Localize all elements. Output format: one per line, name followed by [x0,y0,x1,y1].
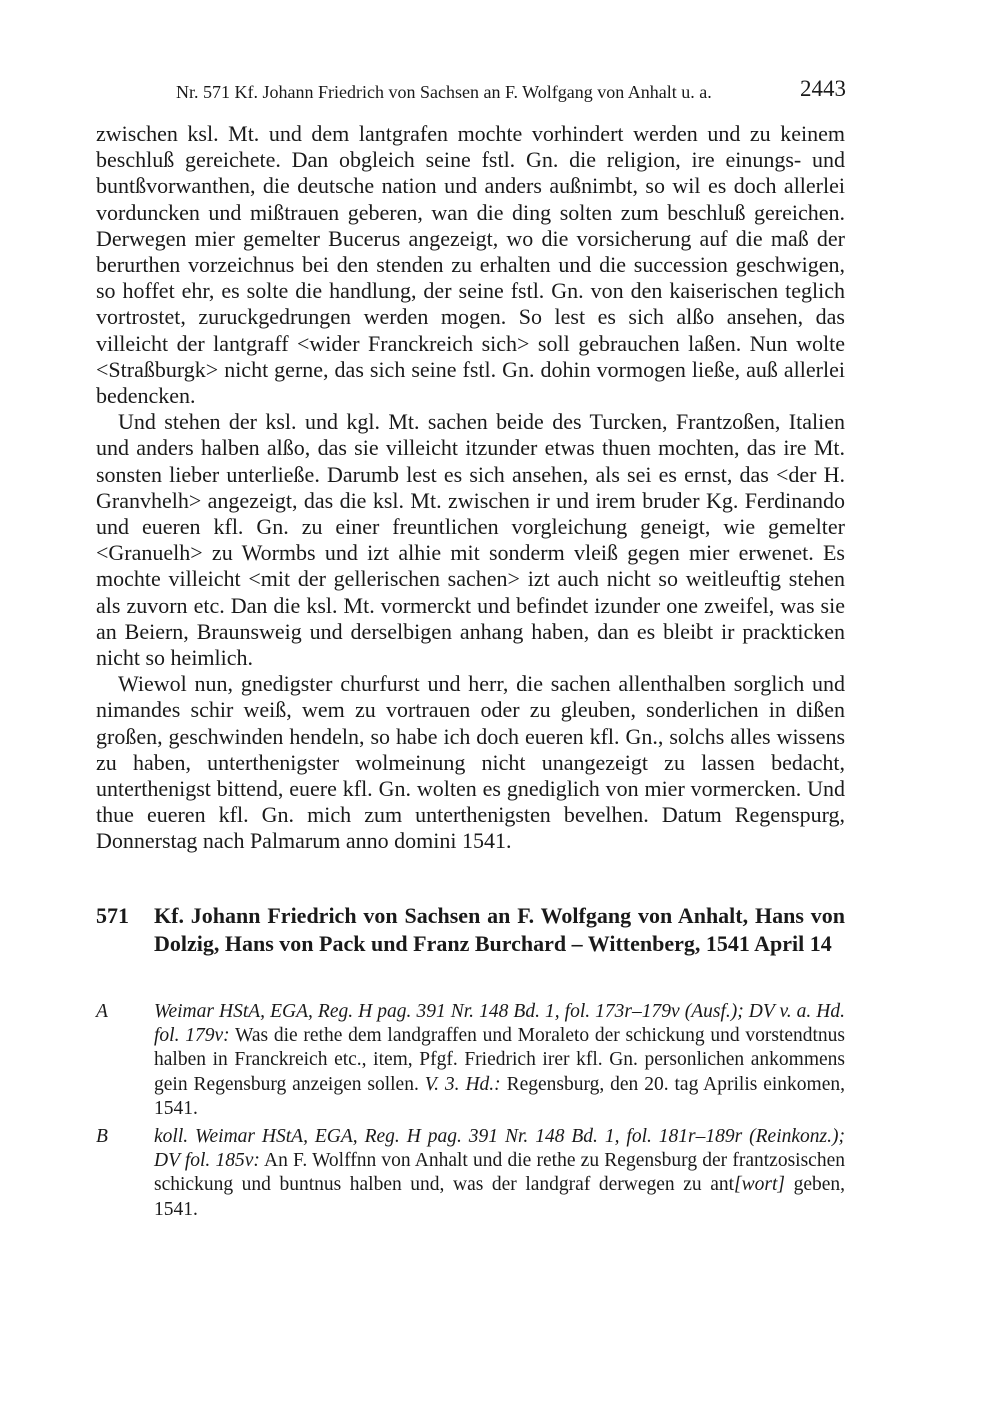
dorsal-note-end: geben, 1541. [154,1174,846,1220]
archive-reference: koll. Weimar HStA, EGA, Reg. H pag. 391 Nr. 148 Bd. 1, fol. 181r–189r (Reinkonz.); DV fol. 185v: [154,1126,845,1172]
running-title: Nr. 571 Kf. Johann Friedrich von Sachsen an F. Wolfgang von Anhalt u. a. [176,82,712,102]
source-entry-b [96,1125,845,1222]
dorsal-note: Was die rethe dem landgraffen und Moraleto der schickung und vorstendtnus halben in Franckreich etc., item, Pfgf. Friedrich irer kfl. Gn. personlichen ankommens gein Regensburg anzeigen sollen. [154,1025,845,1095]
source-siglum: A [96,1001,108,1022]
source-entry-a [96,1000,845,1121]
body-text [96,121,845,855]
document-number: 571 [96,903,129,928]
paragraph: Und stehen der ksl. und kgl. Mt. sachen beide des Turcken, Frantzoßen, Italien und anders halben alßo, das sie villeicht itzunder etwas thuen mochten, das ire Mt. sonsten lieber unterließe. Darumb lest es sich ansehen, als sei es ernst, das <der H. Granvhelh> angezeigt, das die ksl. Mt. zwischen ir und irem bruder Kg. Ferdinando und eueren kfl. Gn. zu einer freuntlichen vorgleichung geneigt, wie gemelter <Granuelh> zu Wormbs und izt alhie mit sonderm vleiß gegen mier erwenet. Es mochte villeicht <mit der gellerischen sachen> izt auch nicht so weitleuftig stehen als zuvorn etc. Dan die ksl. Mt. vormerckt und befindet izunder one zweifel, was sie an Beiern, Braunsweig und derselbigen anhang haben, dan es bleibt ir prackticken nicht so heimlich. [96,409,845,671]
document-title: Kf. Johann Friedrich von Sachsen an F. Wolfgang von Anhalt, Hans von Dolzig, Hans von Pack und Franz Burchard – Wittenberg, 1541 April 14 [154,903,845,956]
source-text [154,1000,845,1121]
source-siglum: B [96,1126,108,1147]
hand-note: V. 3. Hd.: [424,1073,501,1095]
archive-reference: Weimar HStA, EGA, Reg. H pag. 391 Nr. 148 Bd. 1, fol. 173r–179v (Ausf.); DV v. a. Hd. fol. 179v: [154,1001,845,1047]
paragraph: zwischen ksl. Mt. und dem lantgrafen mochte vorhindert werden und zu keinem beschluß gereichete. Dan obgleich seine fstl. Gn. die religion, ire einungs- und buntßvorwanthen, die deutsche nation und anders außnimbt, so wil es doch allerlei vorduncken und mißtrauen geberen, wan die ding solten zum beschluß gereichen. Derwegen mier gemelter Bucerus angezeigt, wo die vorsicherung auf die maß der berurthen vorzeichnus bei den stenden zu erhalten und die succession geschwigen, so hoffet ehr, es solte die handlung, der seine fstl. Gn. von den kaiserischen teglich vortrostet, zuruckgedrungen werden mogen. So lest es sich alßo ansehen, das villeicht der lantgraff <wider Franckreich sich> soll gebrauchen laßen. Nun wolte <Straßburgk> nicht gerne, das sich seine fstl. Gn. dohin vormogen ließe, auß allerlei bedencken. [96,121,845,409]
paragraph: Wiewol nun, gnedigster churfurst und herr, die sachen allenthalben sorglich und nimandes schir weiß, wem zu vortrauen oder zu gleuben, sonderlichen in dißen großen, geschwinden hendeln, so habe ich doch eueren kfl. Gn., solchs alles wissens zu haben, unterthenigster wolmeinung nicht unangezeigt zu lassen bedacht, unterthenigst bittend, euere kfl. Gn. wolten es gnediglich von mier vormercken. Und thue eueren kfl. Gn. mich zum unterthenigsten bevelhen. Datum Regenspurg, Donnerstag nach Palmarum anno domini 1541. [96,671,845,854]
receipt-note: Regensburg, den 20. tag Aprilis einkomen, 1541. [154,1073,845,1119]
editorial-insertion: [wort] [734,1174,785,1196]
page-number: 2443 [800,76,846,101]
document-heading [96,902,845,957]
dorsal-note-start: An F. Wolffnn von Anhalt und die rethe zu Regensburg der frantzosischen schickung und buntnus halben und, was der landgraf derwegen zu ant [154,1150,845,1196]
source-text [154,1125,845,1222]
